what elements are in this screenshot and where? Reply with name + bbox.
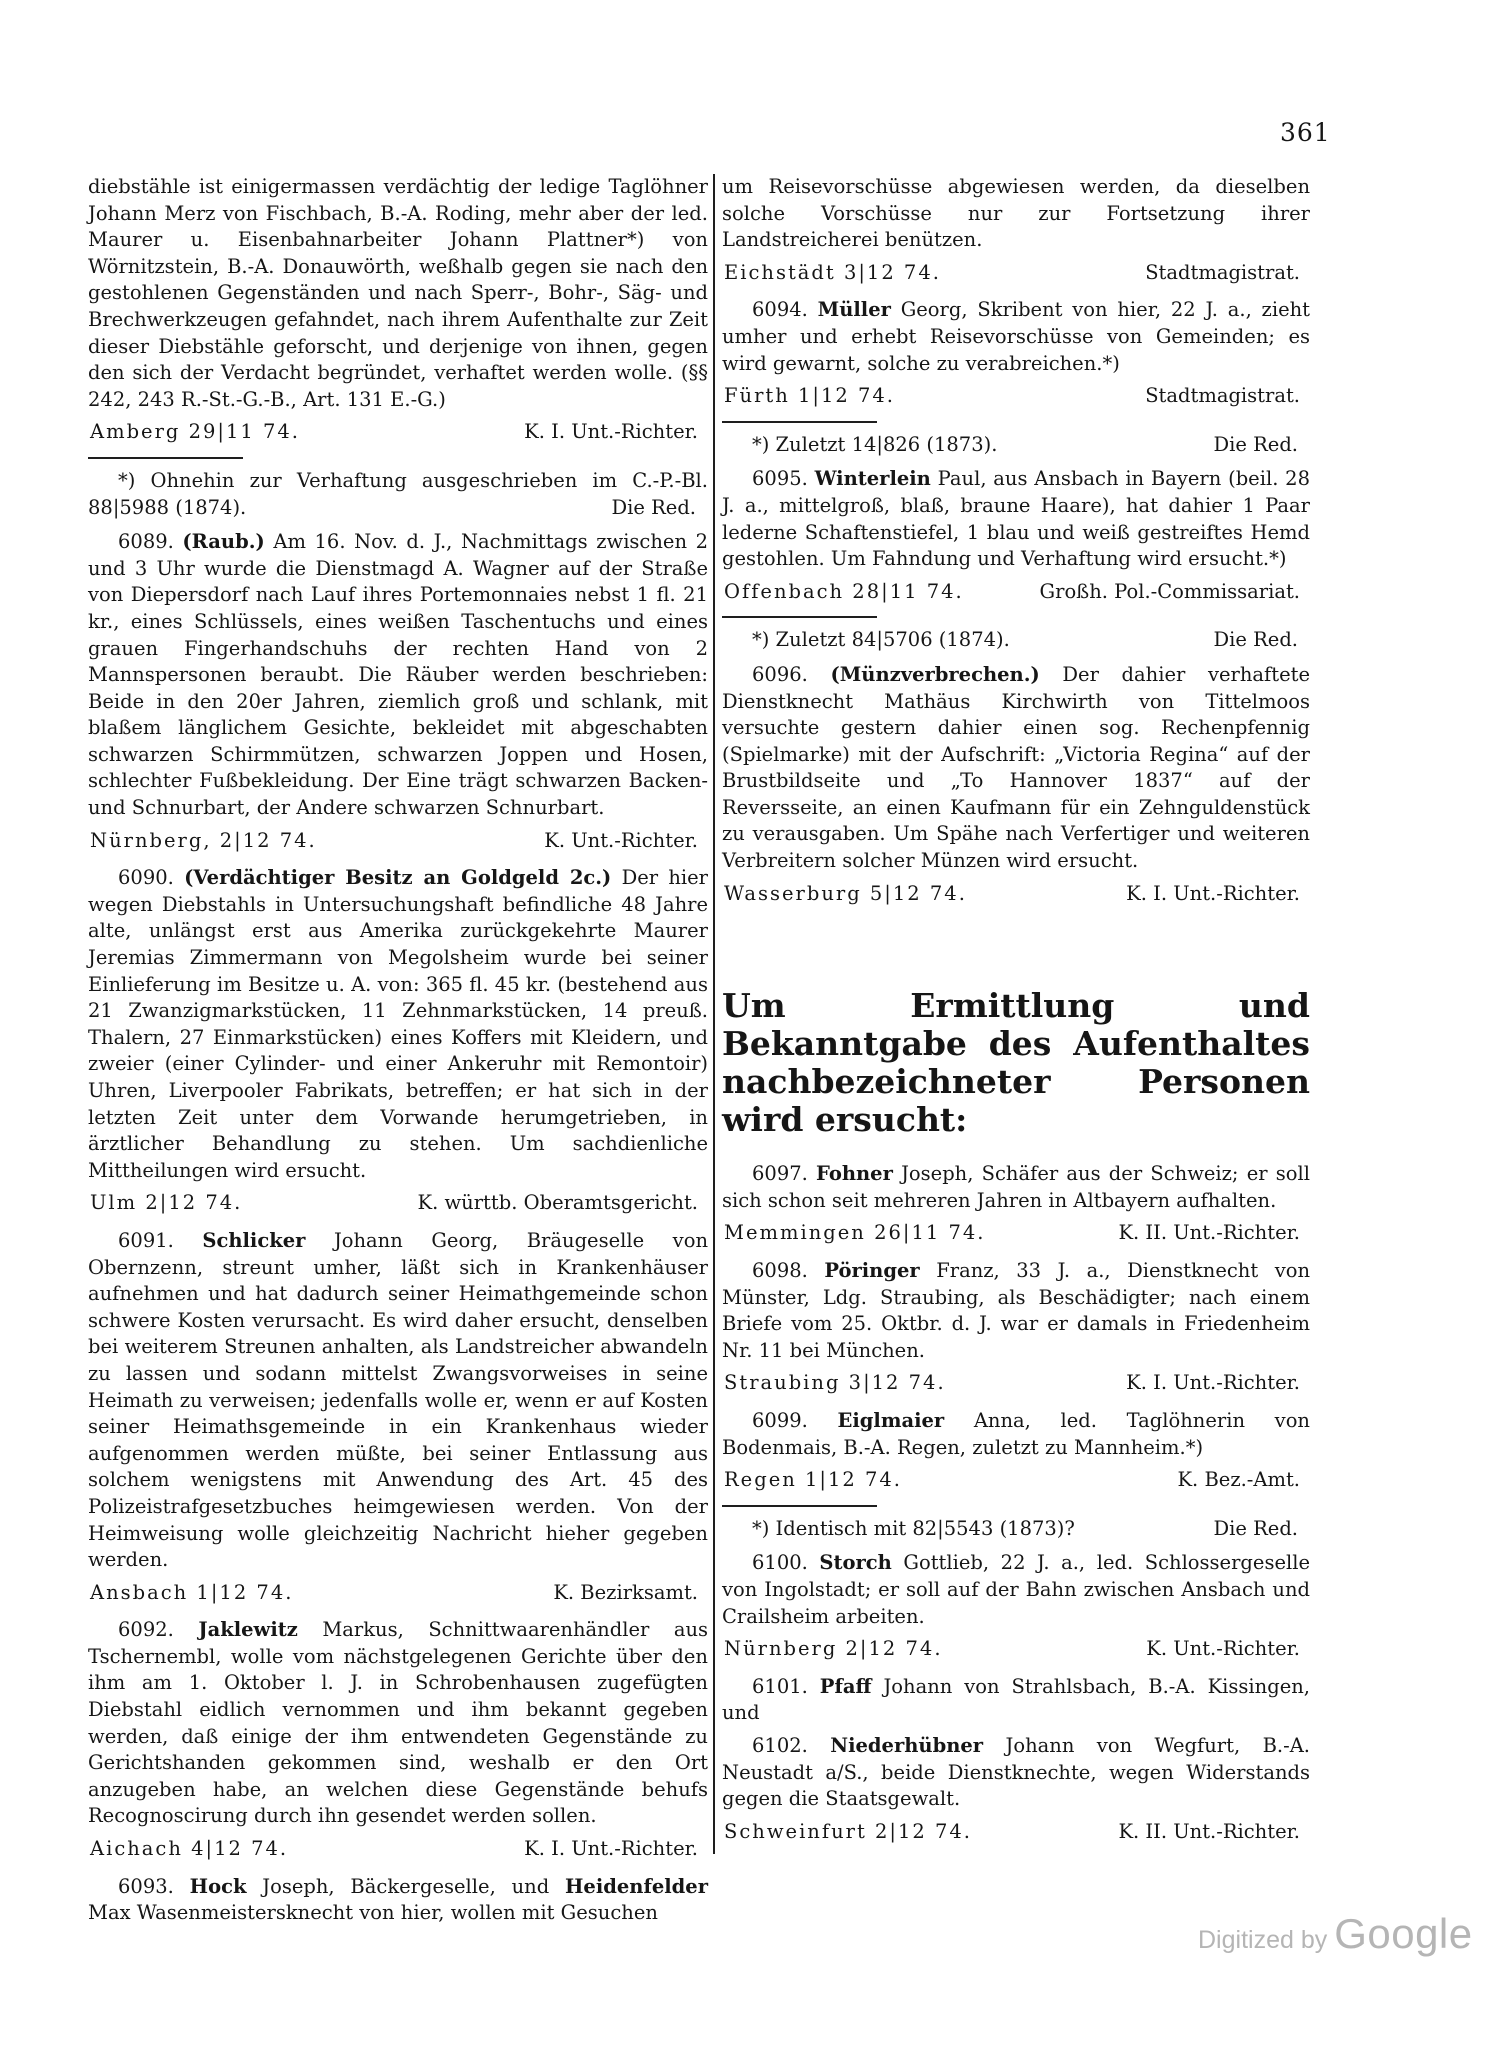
- signature-place: Nürnberg, 2|12 74.: [90, 828, 317, 852]
- entry-text: Der hier wegen Diebstahls in Untersuchungshaft befindliche 48 Jahre alte, unlängst erst aus Amerika zurückgekehrte Maurer Jeremias Zimmermann von Megolsheim wurde bei seiner Einlieferung im Besitze u. A. von: 365 fl. 45 kr. (bestehend aus 21 Zwanzigmarkstücken, 11 Zehnmarkstücken, 14 preuß. Thalern, 27 Einmarkstücken) eines Koffers mit Kleidern, und zweier (einer Cylinder- und einer Ankeruhr mit Remontoir) Uhren, Liverpooler Fabrikats, betreffen; er hat sich in der letzten Zeit unter dem Vorwande herumgetrieben, in ärztlicher Behandlung zu stehen. Um sachdienliche Mittheilungen wird ersucht.: [88, 866, 708, 1182]
- signature-line: [722, 260, 1310, 287]
- footnote: [722, 1516, 1310, 1543]
- entry-tag: (Münzverbrechen.): [830, 662, 1040, 686]
- signature-line: [722, 579, 1310, 606]
- entry-6094: [722, 297, 1310, 377]
- entry-text: Paul, aus Ansbach in Bayern (beil. 28 J. a., mittelgroß, blaß, braune Haare), hat dahier 1 Paar lederne Schaftenstiefel, 1 blau und weiß gestreiftes Hemd gestohlen. Um Fahndung und Verhaftung wird ersucht.*): [722, 467, 1310, 571]
- entry-6098: [722, 1258, 1310, 1364]
- entry-6091: [88, 1228, 708, 1574]
- signature-authority: Stadtmagistrat.: [1145, 384, 1300, 408]
- entry-number: 6092.: [118, 1618, 174, 1642]
- footnote: [88, 468, 708, 521]
- footnote: [722, 432, 1310, 459]
- entry-number: 6101.: [752, 1674, 808, 1698]
- signature-authority: K. Unt.-Richter.: [544, 828, 698, 852]
- signature-place: Wasserburg 5|12 74.: [724, 881, 967, 905]
- digitized-watermark: [1198, 1910, 1473, 1958]
- signature-authority: K. I. Unt.-Richter.: [524, 1837, 698, 1861]
- signature-authority: Stadtmagistrat.: [1145, 260, 1300, 284]
- signature-line: [88, 828, 708, 855]
- entry-text: Joseph, Bäckergeselle, und: [262, 1874, 550, 1898]
- entry-text: Johann Georg, Bräugeselle von Obernzenn, streunt umher, läßt sich in Krankenhäuser aufnehmen und hat dadurch seiner Heimathgemeinde schon schwere Kosten verursacht. Es wird daher ersucht, denselben bei weiterem Streunen anhalten, als Landstreicher abwandeln zu lassen und sodann mittelst Zwangsvorweises in seine Heimath zu verweisen; jedenfalls wolle er, wenn er auf Kosten seiner Heimathsgemeinde in ein Krankenhaus wieder aufgenommen werden müßte, bei seiner Entlassung aus solchem wenigstens mit Anwendung des Art. 45 des Polizeistrafgesetzbuches heimgewiesen werden. Von der Heimweisung wolle gleichzeitig Nachricht hieher gegeben werden.: [88, 1228, 708, 1572]
- entry-6102: [722, 1733, 1310, 1813]
- footnote-text: *) Zuletzt 14|826 (1873).: [752, 432, 998, 456]
- signature-authority: K. II. Unt.-Richter.: [1118, 1221, 1300, 1245]
- signature-place: Nürnberg 2|12 74.: [724, 1637, 943, 1661]
- entry-6093: [88, 1874, 708, 1927]
- entry-6089: [88, 529, 708, 822]
- entry-name: Eiglmaier: [837, 1409, 945, 1432]
- signature-authority: K. württb. Oberamtsgericht.: [417, 1191, 698, 1215]
- footnote-editor: Die Red.: [1213, 1516, 1298, 1540]
- signature-line: [722, 383, 1310, 410]
- footnote-editor: Die Red.: [1213, 628, 1298, 652]
- signature-authority: K. I. Unt.-Richter.: [524, 420, 698, 444]
- footnote-separator: [722, 616, 877, 618]
- page-number: 361: [1280, 118, 1331, 147]
- signature-place: Aichach 4|12 74.: [90, 1837, 289, 1861]
- signature-line: [722, 1636, 1310, 1663]
- entry-name: Winterlein: [814, 467, 931, 491]
- footnote-text: *) Zuletzt 84|5706 (1874).: [752, 628, 1010, 652]
- entry-text: Johann von Wegfurt, B.-A. Neustadt a/S., beide Dienstknechte, wegen Widerstands gegen die Staatsgewalt.: [722, 1733, 1310, 1811]
- signature-line: [722, 1370, 1310, 1397]
- entry-number: 6093.: [118, 1874, 174, 1898]
- entry-number: 6095.: [752, 467, 808, 491]
- signature-place: Regen 1|12 74.: [724, 1468, 903, 1492]
- entry-text: Anna, led. Taglöhnerin von Bodenmais, B.-A. Regen, zuletzt zu Mannheim.*): [722, 1409, 1310, 1459]
- signature-place: Straubing 3|12 74.: [724, 1371, 946, 1395]
- signature-line: [88, 419, 708, 446]
- signature-authority: K. Bez.-Amt.: [1177, 1468, 1300, 1492]
- entry-text: Gottlieb, 22 J. a., led. Schlossergeselle von Ingolstadt; er soll auf der Bahn zwischen Ansbach und Crailsheim arbeiten.: [722, 1551, 1311, 1628]
- entry-name: Müller: [817, 298, 891, 322]
- entry-6096: [722, 662, 1310, 875]
- signature-line: [722, 1819, 1310, 1846]
- entry-text: Georg, Skribent von hier, 22 J. a., zieht umher und erhebt Reisevorschüsse von Gemeinden; es wird gewarnt, solche zu verabreichen.*): [722, 298, 1311, 375]
- entry-number: 6102.: [752, 1733, 808, 1757]
- entry-text: Max Wasenmeistersknecht von hier, wollen mit Gesuchen: [88, 1901, 658, 1925]
- entry-name: Hock: [189, 1874, 247, 1898]
- signature-authority: K. I. Unt.-Richter.: [1126, 1371, 1300, 1395]
- signature-authority: K. I. Unt.-Richter.: [1126, 881, 1300, 905]
- left-column: [88, 174, 708, 1933]
- signature-place: Offenbach 28|11 74.: [724, 579, 964, 603]
- google-logo: Google: [1334, 1910, 1473, 1957]
- signature-place: Ansbach 1|12 74.: [90, 1580, 294, 1604]
- entry-text: Johann von Strahlsbach, B.-A. Kissingen, und: [722, 1674, 1311, 1725]
- signature-place: Schweinfurt 2|12 74.: [724, 1819, 972, 1843]
- entry-number: 6090.: [118, 866, 174, 890]
- entry-6101: [722, 1674, 1310, 1727]
- entry-6099: [722, 1408, 1310, 1461]
- entry-number: 6089.: [118, 530, 174, 554]
- signature-line: [722, 881, 1310, 908]
- entry-number: 6099.: [752, 1409, 808, 1432]
- footnote: [722, 627, 1310, 654]
- entry-continuation: um Reisevorschüsse abgewiesen werden, da dieselben solche Vorschüsse nur zur Fortsetzung ihrer Landstreicherei benützen.: [722, 175, 1310, 252]
- entry-text: Der dahier verhaftete Dienstknecht Mathäus Kirchwirth von Tittelmoos versuchte gestern dahier einen sog. Rechenpfennig (Spielmarke) mit der Aufschrift: „Victoria Regina“ auf der Brustbildseite und „To Hannover 1837“ auf der Reversseite, an einen Kaufmann für ein Zehnguldenstück zu verausgaben. Um Spähe nach Verfertiger und weiteren Verbreitern solcher Münzen wird ersucht.: [722, 662, 1311, 873]
- entry-name: Niederhübner: [830, 1733, 984, 1757]
- entry-number: 6091.: [118, 1228, 174, 1252]
- signature-line: [88, 1580, 708, 1607]
- footnote-separator: [88, 457, 243, 459]
- entry-number: 6096.: [752, 662, 808, 686]
- entry-6092: [88, 1617, 708, 1830]
- signature-authority: K. Bezirksamt.: [553, 1580, 698, 1604]
- footnote-editor: Die Red.: [611, 495, 696, 519]
- entry-name: Schlicker: [202, 1228, 306, 1252]
- entry-name: Jaklewitz: [198, 1618, 298, 1642]
- entry-number: 6100.: [752, 1551, 808, 1575]
- entry-tag: (Verdächtiger Besitz an Goldgeld 2c.): [184, 866, 612, 890]
- signature-line: [722, 1220, 1310, 1247]
- entry-text: Markus, Schnittwaarenhändler aus Tschernembl, wolle vom nächstgelegenen Gerichte über den ihm am 1. Oktober l. J. in Schrobenhausen zugefügten Diebstahl eidlich vernommen und ihm bekannt gegeben werden, daß einige der ihm entwendeten Gegenstände zu Gerichtshanden gekommen sind, weshalb er den Ort anzugeben habe, an welchen diese Gegenstände behufs Recognoscirung durch ihn gesendet werden sollen.: [88, 1618, 709, 1828]
- entry-6090: [88, 865, 708, 1184]
- entry-number: 6098.: [752, 1259, 808, 1283]
- entry-name: Fohner: [816, 1162, 893, 1186]
- signature-authority: K. II. Unt.-Richter.: [1118, 1819, 1300, 1843]
- signature-place: Ulm 2|12 74.: [90, 1191, 243, 1215]
- signature-place: Fürth 1|12 74.: [724, 384, 896, 408]
- watermark-prefix: Digitized by: [1198, 1926, 1328, 1954]
- signature-line: [722, 1467, 1310, 1494]
- entry-name: Pfaff: [819, 1674, 872, 1698]
- footnote-separator: [722, 421, 877, 423]
- right-column: [722, 174, 1310, 1856]
- column-divider: [713, 174, 715, 1854]
- signature-place: Memmingen 26|11 74.: [724, 1221, 986, 1245]
- footnote-text: *) Identisch mit 82|5543 (1873)?: [752, 1516, 1075, 1540]
- signature-line: [88, 1836, 708, 1863]
- footnote-separator: [722, 1505, 877, 1507]
- entry-6100: [722, 1550, 1310, 1630]
- entry-text: Joseph, Schäfer aus der Schweiz; er soll sich schon seit mehreren Jahren in Altbayern aufhalten.: [722, 1162, 1310, 1212]
- signature-authority: K. Unt.-Richter.: [1146, 1637, 1300, 1661]
- entry-name: Storch: [819, 1551, 892, 1575]
- signature-place: Amberg 29|11 74.: [90, 420, 301, 444]
- entry-6097: [722, 1161, 1310, 1214]
- entry-text: Am 16. Nov. d. J., Nachmittags zwischen 2 und 3 Uhr wurde die Dienstmagd A. Wagner auf der Straße von Diepersdorf nach Lauf ihres Portemonnaies nebst 1 fl. 21 kr., eines Schlüssels, eines weißen Taschentuchs und eines grauen Fingerhandschuhs der rechten Hand von 2 Mannspersonen beraubt. Die Räuber werden beschrieben: Beide in den 20er Jahren, ziemlich groß und schlank, mit blaßem länglichem Gesichte, bekleidet mit abgeschabten schwarzen Schirmmützen, schwarzen Joppen und Hosen, schlechter Fußbekleidung. Der Eine trägt schwarzen Backen- und Schnurbart, der Andere schwarzen Schnurbart.: [88, 530, 709, 820]
- entry-tag: (Raub.): [182, 530, 265, 554]
- footnote-text: *) Ohnehin zur Verhaftung ausgeschrieben im C.-P.-Bl. 88|5988 (1874).: [88, 468, 708, 519]
- entry-6095: [722, 466, 1310, 572]
- footnote-editor: Die Red.: [1213, 432, 1298, 456]
- entry-name: Heidenfelder: [565, 1874, 708, 1898]
- entry-continuation: diebstähle ist einigermassen verdächtig der ledige Taglöhner Johann Merz von Fischbach, B.-A. Roding, mehr aber der led. Maurer u. Eisenbahnarbeiter Johann Plattner*) von Wörnitzstein, B.-A. Donauwörth, weßhalb gegen sie nach den gestohlenen Gegenständen und nach Sperr-, Bohr-, Säg- und Brechwerkzeugen gefahndet, nach ihrem Aufenthalte zur Zeit dieser Diebstähle geforscht, und derjenige von ihnen, gegen den sich der Verdacht begründet, verhaftet werden wolle. (§§ 242, 243 R.-St.-G.-B., Art. 131 E.-G.): [88, 175, 708, 411]
- signature-authority: Großh. Pol.-Commissariat.: [1039, 579, 1300, 603]
- entry-text: Franz, 33 J. a., Dienstknecht von Münster, Ldg. Straubing, als Beschädigter; nach einem Briefe vom 25. Oktbr. d. J. war er damals in Friedenheim Nr. 11 bei München.: [722, 1259, 1311, 1362]
- signature-place: Eichstädt 3|12 74.: [724, 260, 941, 284]
- signature-line: [88, 1190, 708, 1217]
- entry-number: 6094.: [752, 298, 808, 322]
- entry-number: 6097.: [752, 1162, 808, 1186]
- section-heading: Um Ermittlung und Bekanntgabe des Aufenthaltes nachbezeichneter Personen wird ersucht:: [722, 986, 1310, 1140]
- entry-name: Pöringer: [824, 1259, 920, 1283]
